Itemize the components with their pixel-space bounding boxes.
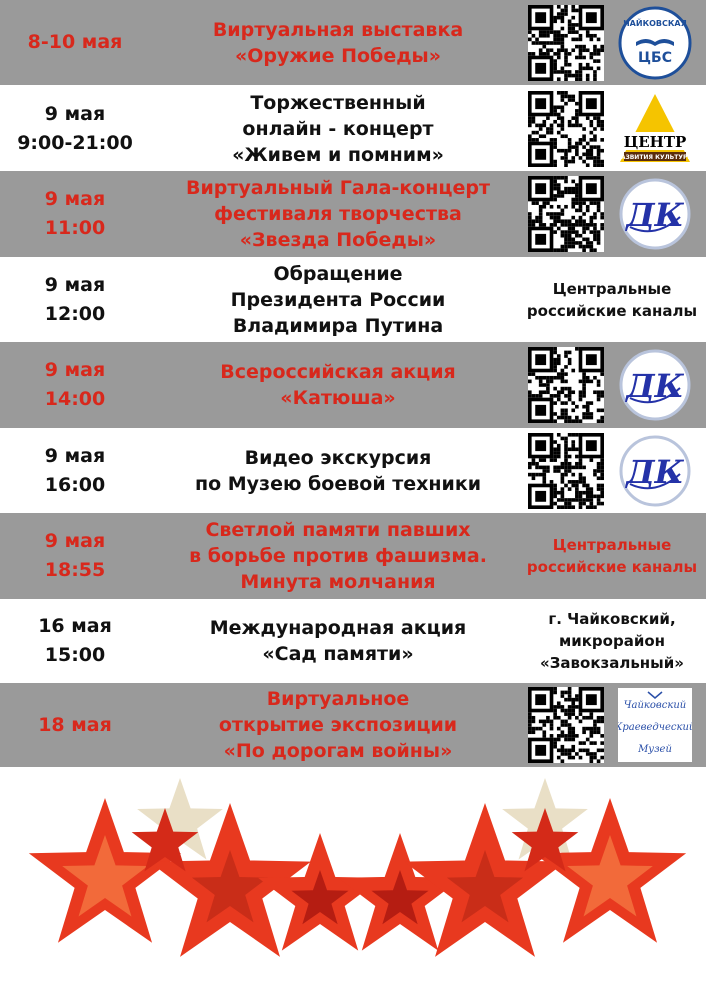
event-location xyxy=(518,513,706,599)
beige-star-left xyxy=(137,778,223,859)
event-date-line: 9 мая xyxy=(44,273,106,296)
event-date-line: 12:00 xyxy=(44,302,106,325)
event-location-line: «Завокзальный» xyxy=(540,654,684,672)
event-title-line: онлайн - концерт xyxy=(242,117,434,140)
logo-text-top: Чайковский xyxy=(623,700,687,711)
event-title-line: Международная акция xyxy=(209,617,467,639)
event-location-line: Центральные xyxy=(552,536,672,554)
event-date-line: 11:00 xyxy=(44,217,106,239)
logo-text-top: ДК xyxy=(626,367,684,405)
event-date xyxy=(0,513,150,599)
event-title-line: «Оружие Победы» xyxy=(234,44,442,67)
decorative-stars xyxy=(0,768,706,1000)
dk-logo xyxy=(618,177,692,251)
event-title-line: «Сад памяти» xyxy=(262,643,414,665)
event-location xyxy=(518,599,706,683)
event-title xyxy=(168,599,508,683)
event-row xyxy=(0,0,706,85)
event-date-line: 9:00-21:00 xyxy=(17,131,133,154)
logo-text-top: ЦЕНТР xyxy=(623,132,687,151)
event-row xyxy=(0,86,706,171)
event-date-line: 9 мая xyxy=(44,359,106,381)
event-location-line: микрорайон xyxy=(558,632,666,650)
event-title-line: Виртуальное xyxy=(266,688,410,710)
event-date-line: 9 мая xyxy=(44,444,106,467)
event-row xyxy=(0,257,706,342)
event-title-line: Президента России xyxy=(230,288,446,311)
event-date-line: 9 мая xyxy=(44,188,106,210)
event-title-line: Виртуальная выставка xyxy=(212,18,464,41)
event-title-line: по Музею боевой техники xyxy=(194,472,482,495)
event-title-line: «Живем и помним» xyxy=(232,143,444,166)
event-location-line: российские каналы xyxy=(526,301,698,320)
event-location-line: российские каналы xyxy=(526,558,698,576)
chaikovskaya-cbs-logo xyxy=(618,6,692,80)
event-date-line: 9 мая xyxy=(44,530,106,552)
event-title-line: Минута молчания xyxy=(240,571,436,593)
event-date xyxy=(0,342,150,428)
event-title xyxy=(168,683,508,767)
logo-text-top: ДК xyxy=(626,196,684,234)
event-row xyxy=(0,171,706,257)
event-date xyxy=(0,86,150,171)
qr-code-icon[interactable] xyxy=(528,433,604,509)
dk-logo xyxy=(618,434,692,508)
event-row xyxy=(0,599,706,683)
logo-text-bottom: РАЗВИТИЯ КУЛЬТУРЫ xyxy=(618,153,692,161)
event-title-line: фестиваля творчества xyxy=(214,203,462,225)
qr-code-icon[interactable] xyxy=(528,347,604,423)
qr-code-icon[interactable] xyxy=(528,5,604,81)
event-row xyxy=(0,513,706,599)
event-title xyxy=(168,171,508,257)
logo-text-bottom: ЦБС xyxy=(638,49,672,66)
event-date xyxy=(0,257,150,342)
event-date-line: 8-10 мая xyxy=(27,31,123,53)
event-date-line: 15:00 xyxy=(44,644,106,666)
centr-razvitiya-kultury-logo xyxy=(618,92,692,166)
dk-logo xyxy=(618,348,692,422)
event-date-line: 14:00 xyxy=(44,388,106,410)
event-date-line: 16 мая xyxy=(38,615,112,637)
logo-text-bottom: Музей xyxy=(638,744,672,755)
event-title-line: «Катюша» xyxy=(280,387,396,409)
event-title xyxy=(168,428,508,513)
logo-text-middle: Краеведческий xyxy=(618,722,692,733)
event-date-line: 18 мая xyxy=(38,713,112,736)
qr-code-icon[interactable] xyxy=(528,176,604,252)
event-location xyxy=(518,257,706,342)
event-title-line: в борьбе против фашизма. xyxy=(189,545,487,567)
event-location-line: Центральные xyxy=(552,279,672,298)
qr-code-icon[interactable] xyxy=(528,687,604,763)
event-location-line: г. Чайковский, xyxy=(548,610,676,628)
event-date xyxy=(0,683,150,767)
event-title-line: Светлой памяти павших xyxy=(205,519,471,541)
event-date-line: 16:00 xyxy=(44,473,106,496)
event-row xyxy=(0,428,706,513)
event-date xyxy=(0,0,150,85)
event-title-line: Виртуальный Гала-концерт xyxy=(186,177,490,199)
event-title-line: Всероссийская акция xyxy=(220,361,456,383)
event-title-line: Видео экскурсия xyxy=(244,446,432,469)
event-title xyxy=(168,513,508,599)
event-title-line: «Звезда Победы» xyxy=(239,229,437,251)
kraevedcheskiy-muzei-logo xyxy=(618,688,692,762)
event-title-line: Торжественный xyxy=(250,91,426,114)
event-title xyxy=(168,86,508,171)
event-row xyxy=(0,683,706,767)
event-title xyxy=(168,342,508,428)
event-title-line: «По дорогам войны» xyxy=(223,740,453,762)
event-date-line: 18:55 xyxy=(44,559,106,581)
event-title-line: Обращение xyxy=(273,262,403,285)
event-date xyxy=(0,171,150,257)
logo-text-top: ДК xyxy=(626,452,684,491)
event-date-line: 9 мая xyxy=(44,102,106,125)
qr-code-icon[interactable] xyxy=(528,91,604,167)
event-title-line: открытие экспозиции xyxy=(218,714,458,736)
event-date xyxy=(0,599,150,683)
event-title-line: Владимира Путина xyxy=(232,314,444,337)
event-date xyxy=(0,428,150,513)
event-row xyxy=(0,342,706,428)
event-title xyxy=(168,257,508,342)
logo-text-top: ЧАЙКОВСКАЯ xyxy=(623,18,687,28)
event-title xyxy=(168,0,508,85)
